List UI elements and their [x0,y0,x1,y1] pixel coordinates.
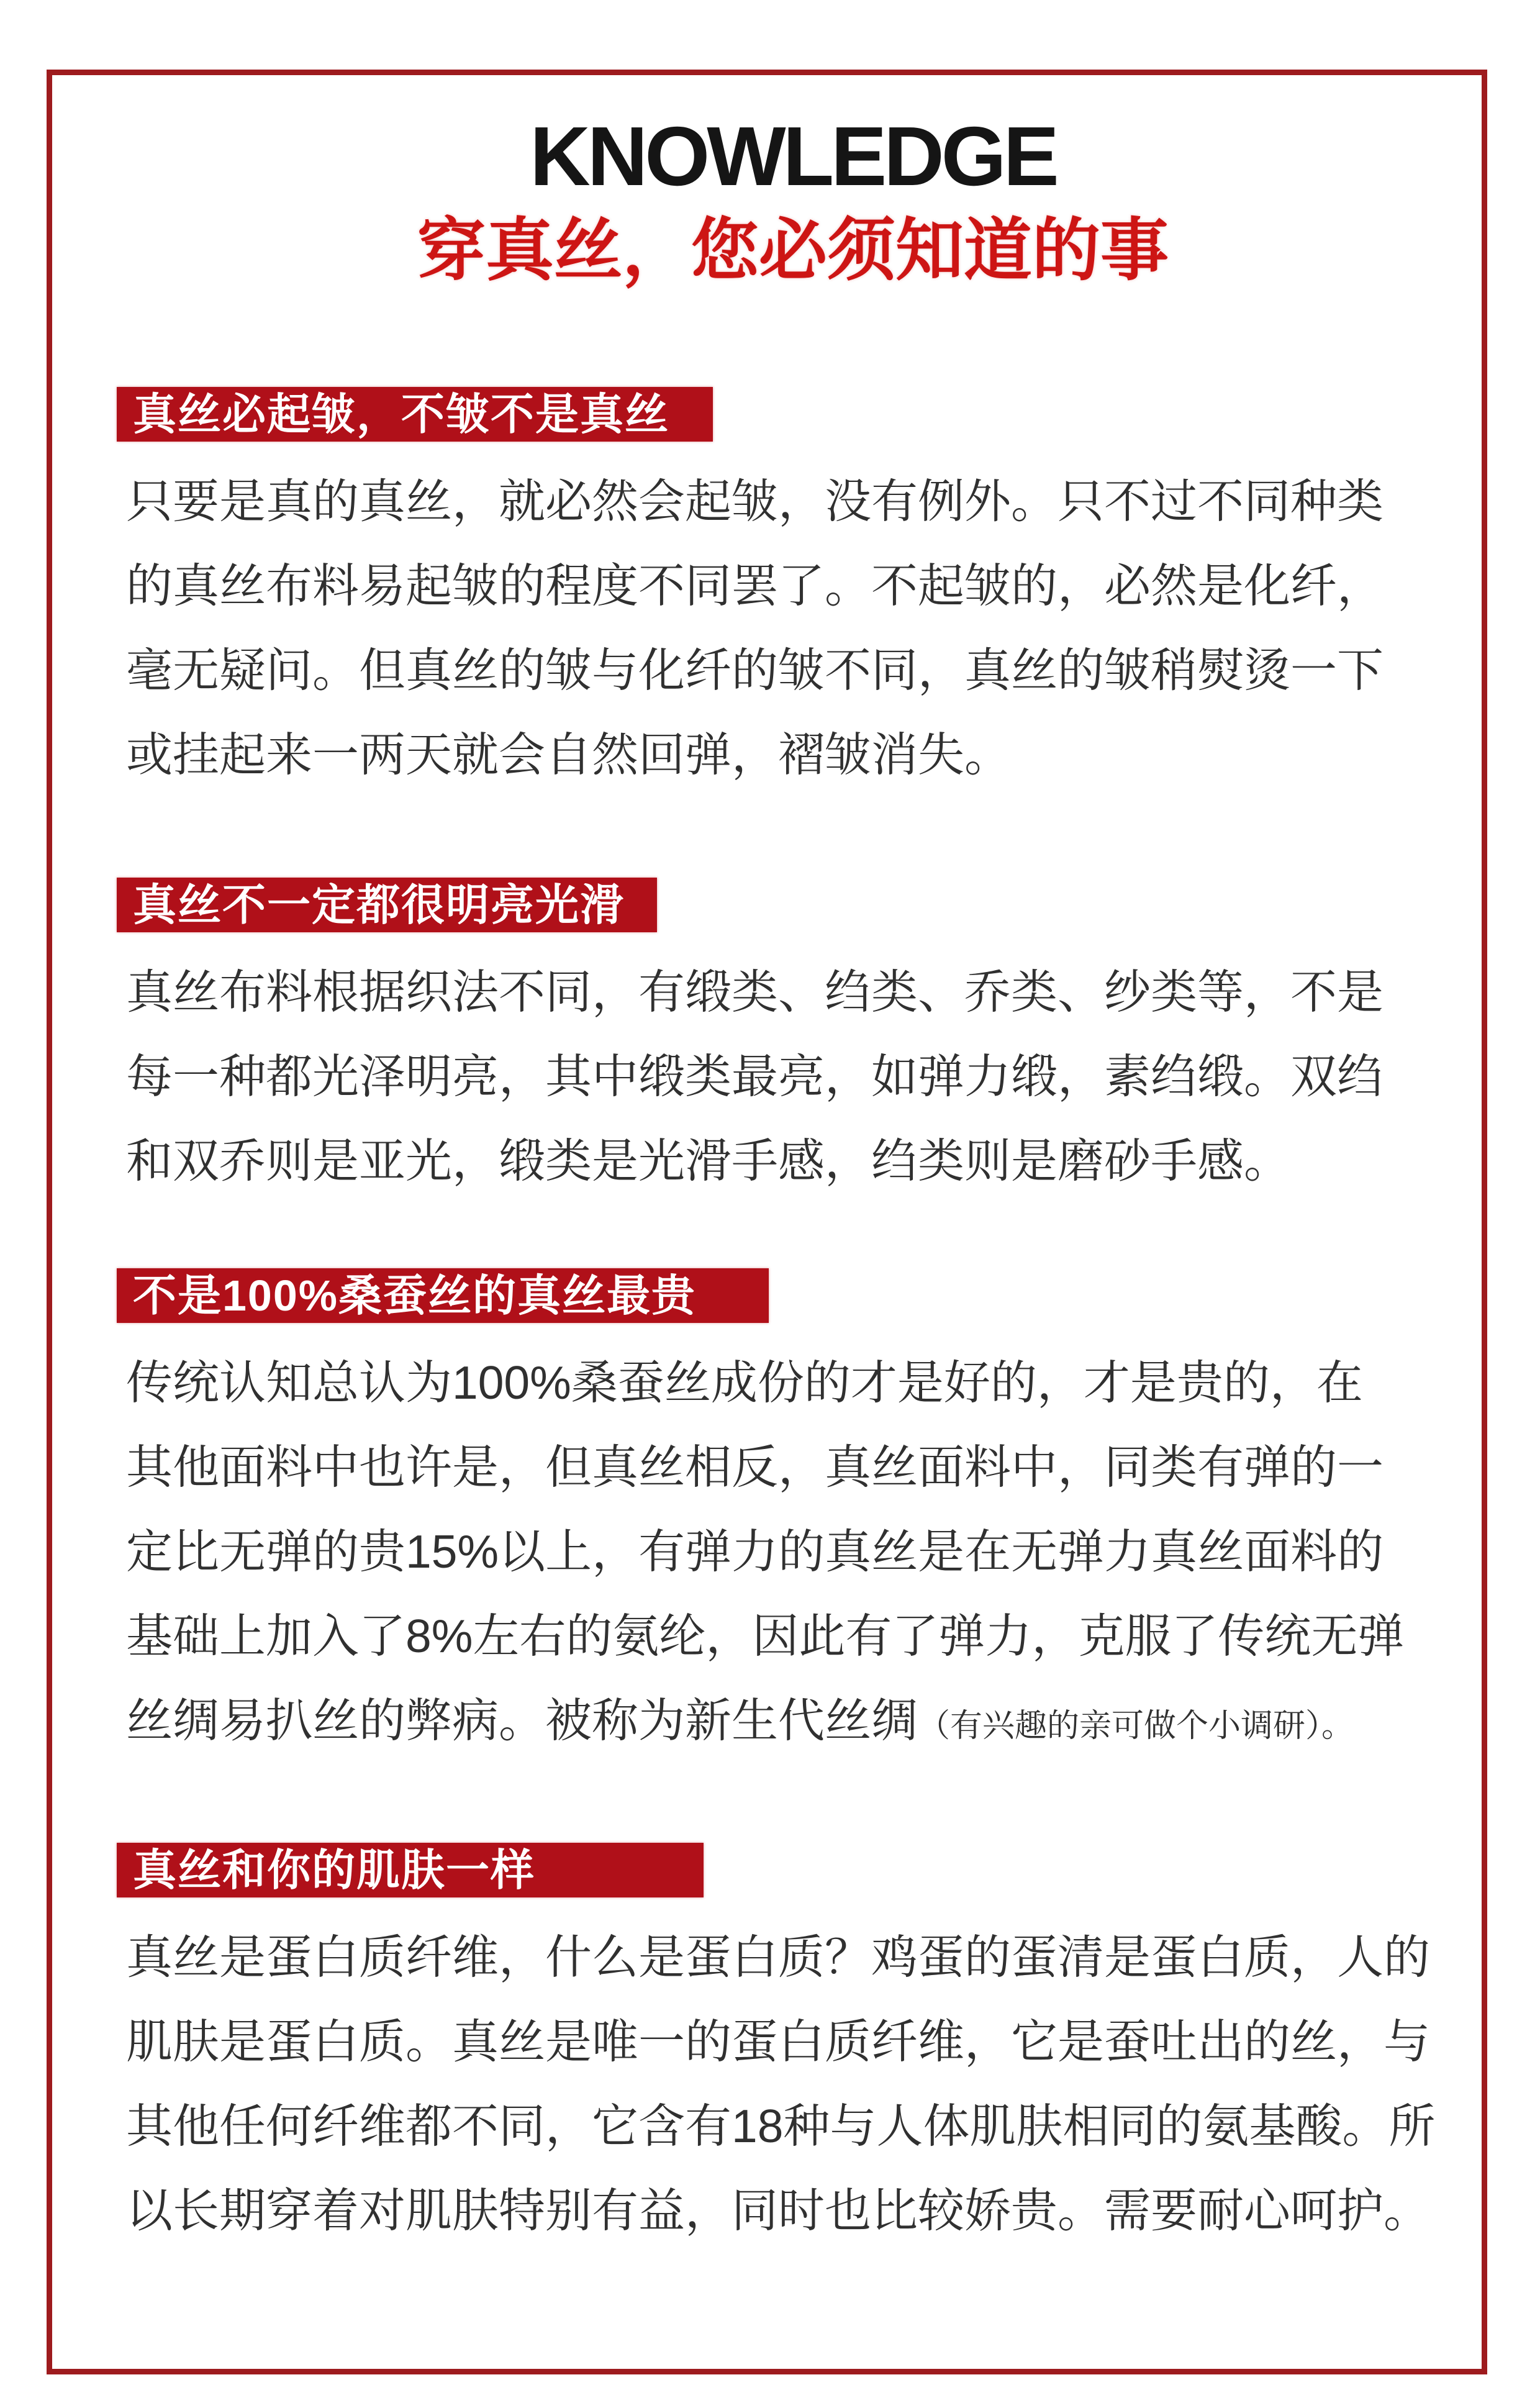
body-line-main: 丝绸易扒丝的弊病。被称为新生代丝绸 [126,1694,918,1747]
section-heading-bar: 真丝必起皱，不皱不是真丝 [117,387,713,442]
page-title: KNOWLEDGE [530,109,1056,203]
section-body [117,1340,1405,1768]
section-luster [117,878,1395,1203]
section-body [117,1915,1436,2253]
body-line: 真丝布料根据织法不同，有缎类、绉类、乔类、纱类等，不是 [126,965,1384,1018]
section-body [117,950,1395,1203]
section-wrinkle [117,387,1395,797]
body-line: 的真丝布料易起皱的程度不同罢了。不起皱的，必然是化纤， [126,559,1384,612]
body-line: 真丝是蛋白质纤维，什么是蛋白质？鸡蛋的蛋清是蛋白质，人的 [126,1930,1431,1983]
body-line: 基础上加入了8%左右的氨纶，因此有了弹力，克服了传统无弹 [126,1609,1405,1662]
body-line-note: （有兴趣的亲可做个小调研）。 [918,1707,1354,1744]
body-line: 每一种都光泽明亮，其中缎类最亮，如弹力缎，素绉缎。双绉 [126,1050,1384,1102]
body-line: 其他任何纤维都不同，它含有18种与人体肌肤相同的氨基酸。所 [126,2099,1436,2152]
section-heading-bar: 真丝和你的肌肤一样 [117,1843,704,1897]
page-subtitle: 穿真丝，您必须知道的事 [417,212,1169,289]
section-price [117,1268,1405,1768]
title-block [154,109,1432,291]
section-body [117,459,1395,797]
body-line: 定比无弹的贵15%以上，有弹力的真丝是在无弹力真丝面料的 [126,1525,1384,1578]
body-line: 以长期穿着对肌肤特别有益，同时也比较娇贵。需要耐心呵护。 [126,2184,1431,2237]
body-line: 其他面料中也许是，但真丝相反，真丝面料中，同类有弹的一 [126,1440,1384,1493]
body-line: 肌肤是蛋白质。真丝是唯一的蛋白质纤维，它是蚕吐出的丝，与 [126,2015,1431,2068]
body-line: 和双乔则是亚光，缎类是光滑手感，绉类则是磨砂手感。 [126,1134,1291,1187]
section-skin [117,1843,1436,2253]
body-line: 只要是真的真丝，就必然会起皱，没有例外。只不过不同种类 [126,475,1384,527]
body-line: 或挂起来一两天就会自然回弹，褶皱消失。 [126,728,1012,781]
content-frame [47,70,1487,2374]
body-line: 毫无疑问。但真丝的皱与化纤的皱不同，真丝的皱稍熨烫一下 [126,643,1384,696]
section-heading-bar: 真丝不一定都很明亮光滑 [117,878,657,932]
body-line: 传统认知总认为100%桑蚕丝成份的才是好的，才是贵的，在 [126,1356,1363,1409]
section-heading-bar: 不是100%桑蚕丝的真丝最贵 [117,1268,769,1323]
body-line [126,1678,1395,1768]
